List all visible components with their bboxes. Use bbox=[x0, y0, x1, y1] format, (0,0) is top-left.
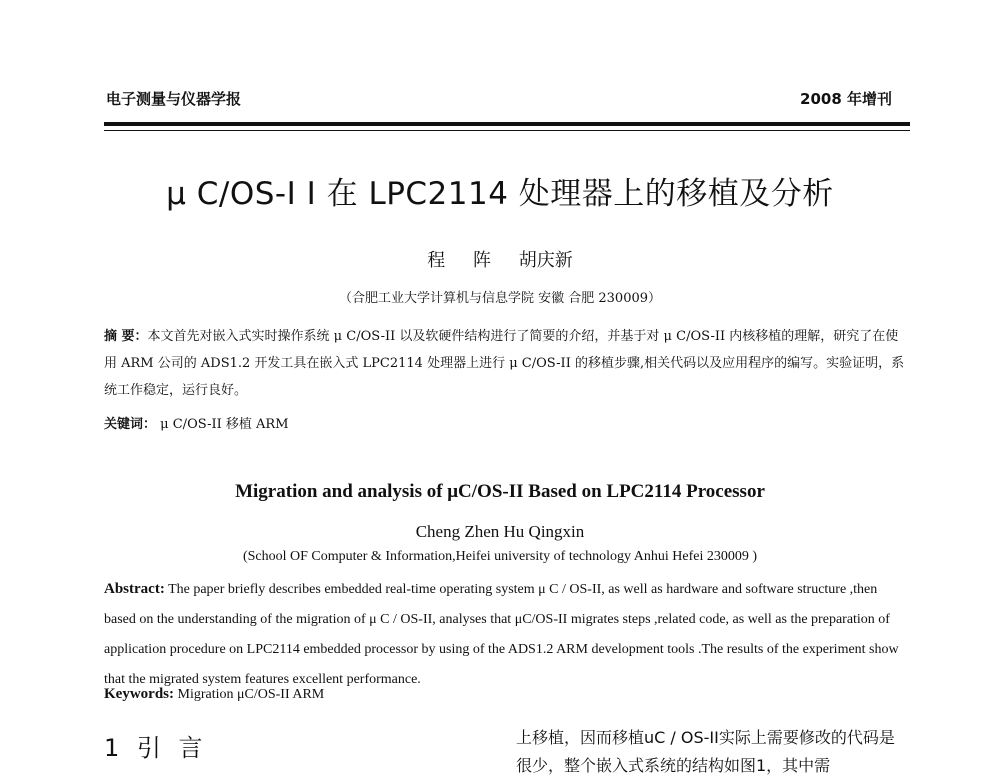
chinese-affiliation: （合肥工业大学计算机与信息学院 安徽 合肥 230009） bbox=[338, 291, 662, 306]
english-authors: Cheng Zhen Hu Qingxin bbox=[415, 522, 585, 541]
chinese-abstract bbox=[104, 323, 910, 404]
section-heading-introduction: 1 引 言 bbox=[104, 734, 208, 762]
issue-label: 2008 年增刊 bbox=[800, 90, 892, 108]
chinese-keywords-text: μ C/OS-II 移植 ARM bbox=[160, 417, 289, 432]
journal-name: 电子测量与仪器学报 bbox=[106, 90, 242, 108]
chinese-abstract-label: 摘 要： bbox=[104, 329, 148, 344]
header-rule-thick bbox=[104, 122, 910, 126]
english-keywords-text: Migration μC/OS-II ARM bbox=[177, 687, 325, 702]
chinese-authors: 程 阵 胡庆新 bbox=[427, 250, 573, 271]
english-abstract bbox=[104, 574, 910, 695]
chinese-keywords bbox=[104, 413, 910, 432]
chinese-abstract-text: 本文首先对嵌入式实时操作系统 μ C/OS-II 以及软硬件结构进行了简要的介绍，并基于对 μ C/OS-II 内核移植的理解，研究了在使用 ARM 公司的 ADS1.2 开发工具在嵌入式 LPC2114 处理器上进行 μ C/OS-II 的移植步骤,相关代码以及应用程序的编写。实验证明，系统工作稳定，运行良好。 bbox=[104, 329, 905, 398]
body-text-right-column: 上移植，因而移植uC / OS-II实际上需要修改的代码是很少，整个嵌入式系统的结构如图1，其中需 bbox=[516, 728, 895, 775]
english-keywords-label: Keywords: bbox=[104, 686, 174, 702]
english-abstract-label: Abstract: bbox=[104, 581, 165, 597]
chinese-title: μ C/OS-I I 在 LPC2114 处理器上的移植及分析 bbox=[166, 176, 834, 212]
english-abstract-text: The paper briefly describes embedded real-time operating system μ C / OS-II, as well as hardware and software structure ,then based on the understanding of the migration of μ C / OS-II, analyses that μC/OS-II migrates steps ,related code, as well as the preparation of application procedure on LPC2114 embedded processor by using of the ADS1.2 ARM development tools .The results of the experiment show that the migrated system features excellent performance. bbox=[104, 582, 899, 687]
english-title: Migration and analysis of μC/OS-II Based on LPC2114 Processor bbox=[235, 481, 765, 502]
chinese-keywords-label: 关键词： bbox=[104, 417, 157, 432]
header-rule-thin bbox=[104, 130, 910, 131]
english-keywords bbox=[104, 686, 910, 703]
english-affiliation: (School OF Computer & Information,Heifei university of technology Anhui Hefei 230009 ) bbox=[242, 549, 758, 564]
